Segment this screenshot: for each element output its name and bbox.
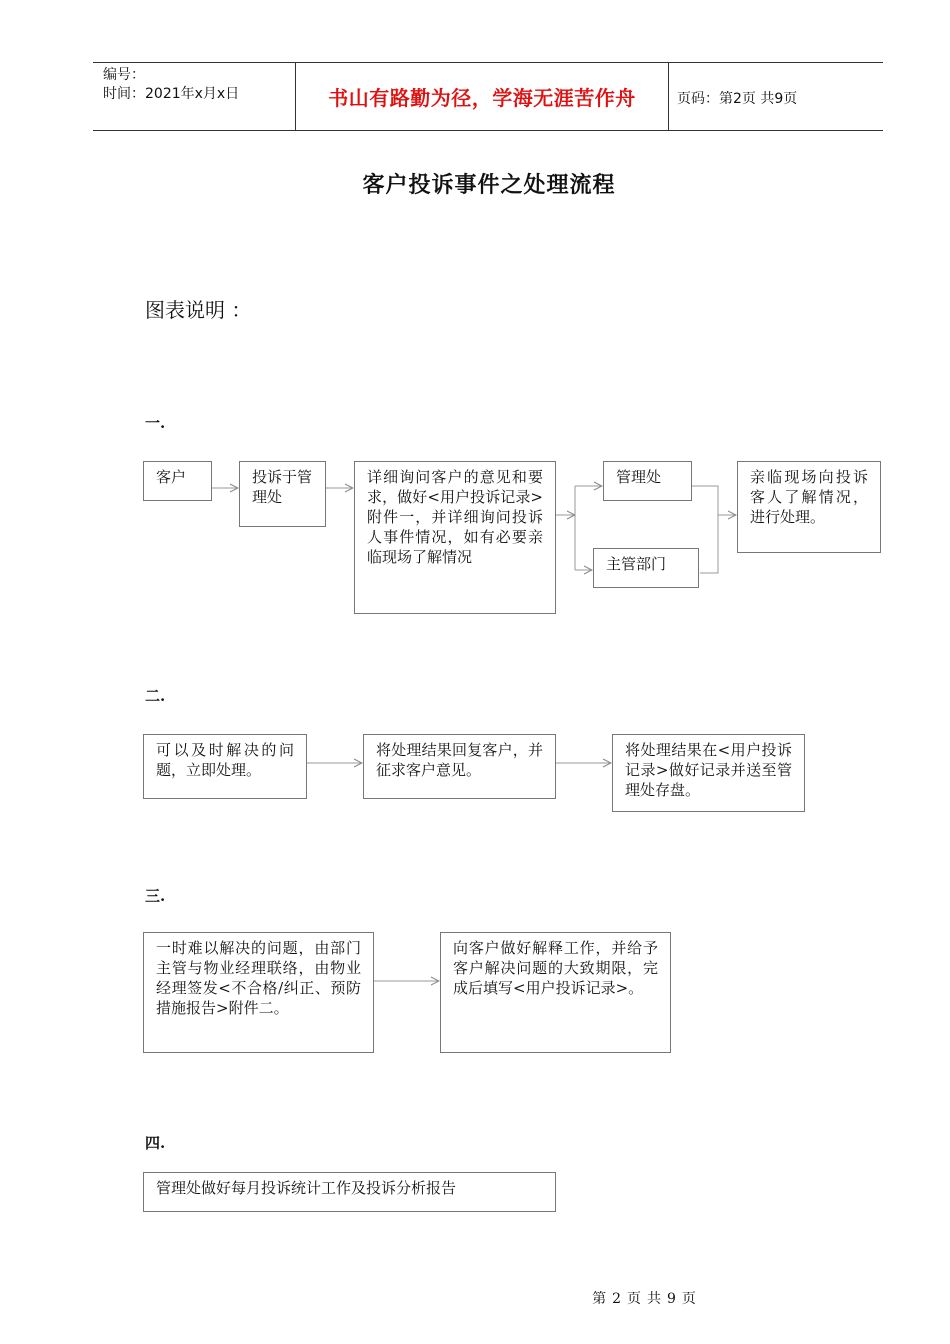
footer-page-word: 第 — [592, 1291, 607, 1307]
footer-total-num: 9 — [667, 1291, 676, 1307]
box-solve-immediately: 可以及时解决的问题，立即处理。 — [143, 734, 307, 799]
legend-label: 图表说明 ： — [145, 298, 252, 322]
section-2-label: 二. — [145, 687, 166, 705]
box-customer: 客户 — [143, 461, 212, 501]
footer-total-unit: 页 — [681, 1291, 696, 1307]
box-inquire-details: 详细询问客户的意见和要求，做好<用户投诉记录>附件一，并详细询问投诉人事件情况，如有必要亲临现场了解情况 — [354, 461, 556, 614]
header-number-label: 编号： — [103, 67, 145, 83]
box-complain-to-management: 投诉于管理处 — [239, 461, 326, 527]
box-explain-to-customer: 向客户做好解释工作，并给予客户解决问题的大致期限，完成后填写<用户投诉记录>。 — [440, 932, 671, 1053]
header-time-label: 时间：2021年x月x日 — [103, 86, 240, 102]
box-hard-issue: 一时难以解决的问题，由部门主管与物业经理联络，由物业经理签发<不合格/纠正、预防措施报告>附件二。 — [143, 932, 374, 1053]
document-title: 客户投诉事件之处理流程 — [362, 173, 616, 198]
section-4-label: 四. — [145, 1134, 166, 1152]
footer-page-unit: 页 — [627, 1291, 641, 1307]
section-3-label: 三. — [145, 887, 166, 905]
box-monthly-statistics: 管理处做好每月投诉统计工作及投诉分析报告 — [143, 1172, 556, 1212]
box-supervisor-department: 主管部门 — [593, 548, 699, 588]
box-management-office: 管理处 — [603, 461, 692, 501]
page-footer — [0, 1288, 950, 1308]
box-reply-customer: 将处理结果回复客户，并征求客户意见。 — [363, 734, 556, 799]
header-motto: 书山有路勤为径，学海无涯苦作舟 — [328, 85, 636, 110]
box-record-and-archive: 将处理结果在<用户投诉记录>做好记录并送至管理处存盘。 — [612, 734, 805, 812]
box-onsite-handling: 亲临现场向投诉客人了解情况，进行处理。 — [737, 461, 881, 553]
section-1-label: 一. — [145, 414, 166, 432]
footer-page-num: 2 — [612, 1291, 621, 1307]
header-page-info: 页码：第2页 共9页 — [677, 91, 798, 107]
footer-total-word: 共 — [647, 1291, 661, 1307]
